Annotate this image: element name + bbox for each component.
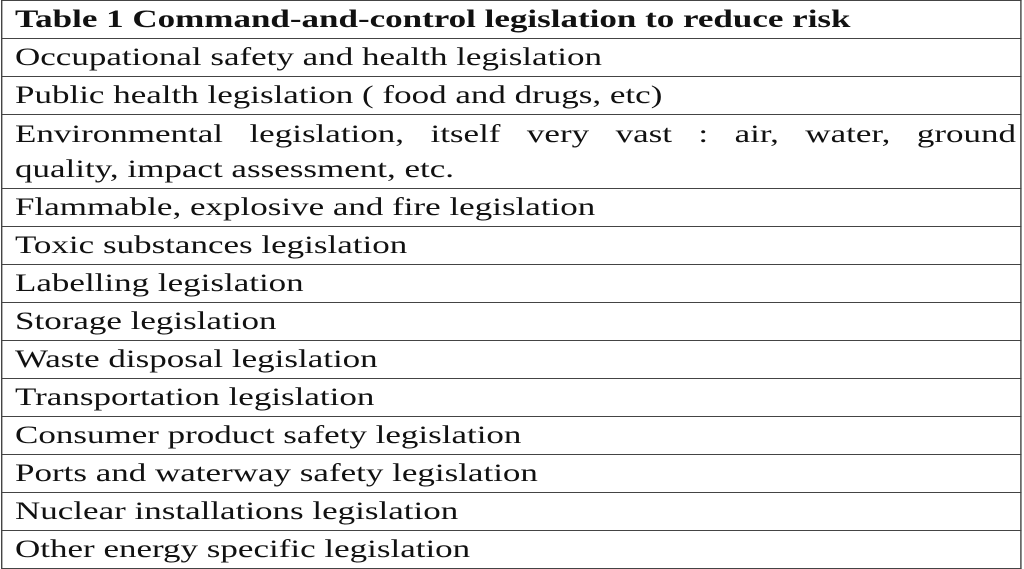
table-row: [2, 189, 1021, 227]
table-cell-environmental: [2, 115, 1021, 189]
table-title: Table 1 Command-and-control legislation to reduce risk: [2, 1, 1021, 39]
table-cell: Toxic substances legislation: [2, 227, 1021, 265]
table-cell: Storage legislation: [2, 303, 1021, 341]
table-row: [2, 417, 1021, 455]
table-row: [2, 77, 1021, 115]
table-cell: Occupational safety and health legislation: [2, 39, 1021, 77]
table-row: [2, 493, 1021, 531]
table-row: [2, 115, 1021, 189]
table-cell: Other energy specific legislation: [2, 531, 1021, 569]
table-row: [2, 227, 1021, 265]
table-row: [2, 39, 1021, 77]
legislation-table: [1, 0, 1022, 569]
table-header-row: [2, 1, 1021, 39]
table-container: [1, 0, 1022, 569]
table-row: [2, 379, 1021, 417]
environmental-line-1: Environmental legislation, itself very vast : air, water, ground: [15, 120, 1016, 148]
table-cell: Labelling legislation: [2, 265, 1021, 303]
table-cell: Ports and waterway safety legislation: [2, 455, 1021, 493]
table-row: [2, 341, 1021, 379]
table-cell: Flammable, explosive and fire legislation: [2, 189, 1021, 227]
table-row: [2, 265, 1021, 303]
table-row: [2, 455, 1021, 493]
table-cell: Consumer product safety legislation: [2, 417, 1021, 455]
environmental-line-2: quality, impact assessment, etc.: [15, 155, 455, 183]
table-row: [2, 531, 1021, 569]
table-cell: Waste disposal legislation: [2, 341, 1021, 379]
table-cell: Public health legislation ( food and drugs, etc): [2, 77, 1021, 115]
table-cell: Transportation legislation: [2, 379, 1021, 417]
table-row: [2, 303, 1021, 341]
table-cell: Nuclear installations legislation: [2, 493, 1021, 531]
